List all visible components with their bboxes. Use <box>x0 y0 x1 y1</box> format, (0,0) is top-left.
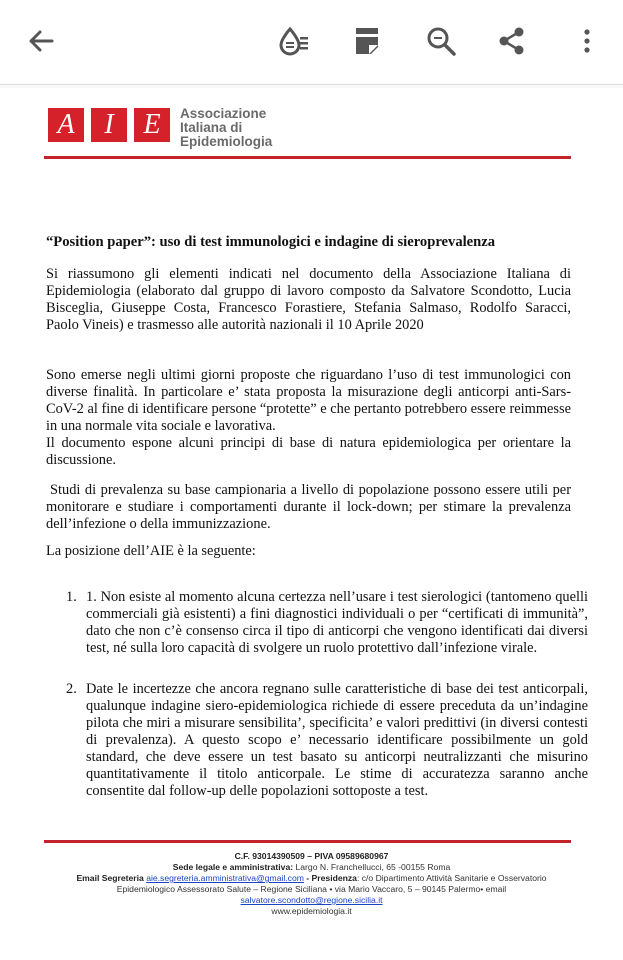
search-icon[interactable] <box>424 24 458 58</box>
secretary-email-link[interactable]: aie.segreteria.amministrativa@gmail.com <box>146 873 304 883</box>
footer-presidency-address: Epidemiologico Assessorato Salute – Regione Siciliana • via Mario Vaccaro, 5 – 90145 Palermo• email <box>116 884 507 894</box>
footer-contacts <box>44 873 579 884</box>
arrow-left-icon[interactable] <box>24 24 58 58</box>
document-icon[interactable] <box>350 24 384 58</box>
logo-letter-a: A <box>48 108 84 142</box>
footer-tax-ids <box>44 851 579 862</box>
header-divider <box>44 156 571 159</box>
footer-address-label: Sede legale e amministrativa: <box>172 862 294 872</box>
list-number: 2. <box>66 681 77 697</box>
footer-presidency-label: - Presidenza <box>303 873 357 883</box>
logo-wordmark <box>180 107 380 149</box>
document-title: “Position paper”: uso di test immunologici e indagine di sieroprevalenza <box>46 234 496 250</box>
website-link[interactable]: www.epidemiologia.it <box>271 906 352 916</box>
footer-cf-piva: C.F. 93014390509 – PIVA 09589680967 <box>234 851 389 861</box>
paragraph-2: Il documento espone alcuni principi di base di natura epidemiologica per orientare la discussione. <box>46 435 571 468</box>
logo-line-2: Italiana di <box>180 120 243 135</box>
logo-line-3: Epidemiologia <box>180 134 273 149</box>
logo-letter-e: E <box>134 108 170 142</box>
app-toolbar <box>0 0 623 85</box>
footer-divider <box>44 840 571 843</box>
footer-email-label: Email Segreteria <box>76 873 144 883</box>
document-page <box>0 88 623 960</box>
list-item-1: 1. Non esiste al momento alcuna certezza nell’usare i test sierologici (tantomeno quelli commerciali già esistenti) a fini diagnostici individuali o per “certificati di immunità”, dato che non c’è consenso circa il tipo di anticorpi che vengono identificati dai diversi test, né sulla loro capacità di svolgere un ruolo protettivo dall’infezione virale. <box>86 589 588 656</box>
intro-paragraph: Si riassumono gli elementi indicati nel documento della Associazione Italiana di Epidemiologia (elaborato dal gruppo di lavoro composto da Salvatore Scondotto, Lucia Bisceglia, Giuseppe Costa, Francesco Forastiere, Stefania Salmaso, Rodolfo Saracci, Paolo Vineis) e trasmesso alle autorità nazionali il 10 Aprile 2020 <box>46 266 571 333</box>
list-number: 1. <box>66 589 77 605</box>
president-email-link[interactable]: salvatore.scondotto@regione.sicilia.it <box>240 895 383 905</box>
footer-address-text: Largo N. Franchellucci, 65 -00155 Roma <box>293 862 451 872</box>
footer-presidency-text: : c/o Dipartimento Attività Sanitarie e Osservatorio <box>356 873 547 883</box>
more-vertical-icon[interactable] <box>570 24 604 58</box>
footer-address <box>44 862 579 873</box>
paragraph-3: Studi di prevalenza su base campionaria a livello di popolazione possono essere utili per monitorare e studiare i comportamenti durante il lock-down; per stimare la prevalenza dell’infezione o della immunizzazione. <box>46 482 571 532</box>
position-label: La posizione dell’AIE è la seguente: <box>46 543 256 559</box>
share-icon[interactable] <box>495 24 529 58</box>
paragraph-1: Sono emerse negli ultimi giorni proposte che riguardano l’uso di test immunologici con diverse finalità. In particolare e’ stata proposta la misurazione degli anticorpi anti-Sars-CoV-2 al fine di identificare persone “protette” e che pertanto potrebbero essere reimmesse in una normale vita sociale e lavorativa. <box>46 367 571 434</box>
reading-mode-icon[interactable] <box>276 24 310 58</box>
logo-letter-i: I <box>91 108 127 142</box>
logo-line-1: Associazione <box>180 106 267 121</box>
footer <box>44 851 579 917</box>
list-item-2: Date le incertezze che ancora regnano sulle caratteristiche di base dei test anticorpali, qualunque indagine siero-epidemiologica richiede di essere preceduta da un’indagine pilota che miri a misurare sensibilita’, specificita’ e valori predittivi (in diversi contesti di prevalenza). A questo scopo e’ necessario identificare possibilmente un gold standard, che deve essere un test basato su anticorpi neutralizzanti che misurino quantitativamente il titolo anticorpale. Le stime di accuratezza saranno anche consentite dal follow-up delle popolazioni sottoposte a test. <box>86 681 588 799</box>
